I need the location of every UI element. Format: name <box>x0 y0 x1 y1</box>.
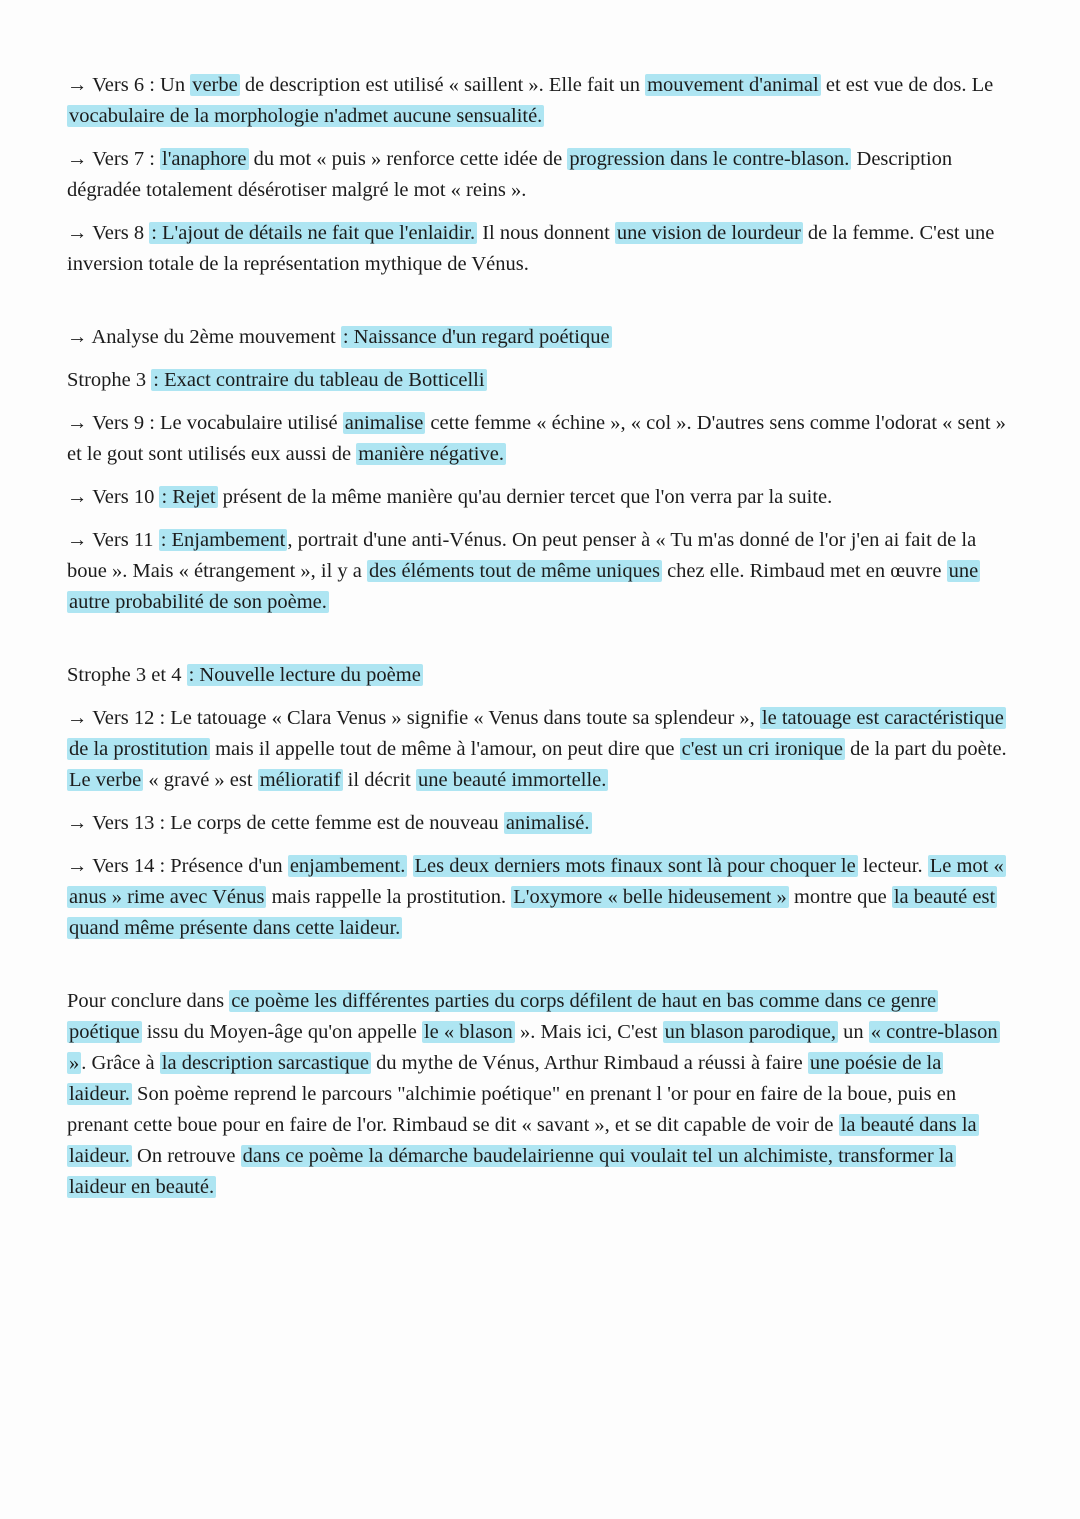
text-run: un <box>837 1021 869 1043</box>
paragraph-spacer <box>67 618 1007 660</box>
highlighted-text: un blason parodique, <box>664 1021 836 1043</box>
text-run <box>407 855 412 877</box>
paragraph <box>67 482 1007 513</box>
highlighted-text: la beauté dans la laideur. <box>69 1114 977 1167</box>
text-run: → Vers 10 <box>67 486 160 508</box>
text-run: . Grâce à <box>81 1052 160 1074</box>
text-run: et est vue de dos. Le <box>820 74 994 96</box>
text-run: de la femme. C'est une inversion totale de la représentation mythique de Vénus. <box>67 222 995 275</box>
highlighted-text: une vision de lourdeur <box>616 222 801 244</box>
highlighted-text: Le verbe <box>69 769 142 791</box>
text-run: présent de la même manière qu'au dernier tercet que l'on verra par la suite. <box>217 486 833 508</box>
highlighted-text: : Rejet <box>161 486 216 508</box>
highlighted-text: Le mot « anus » rime avec Vénus <box>69 855 1004 908</box>
text-run: issu du Moyen-âge qu'on appelle <box>141 1021 422 1043</box>
text-run: ». Mais ici, C'est <box>514 1021 663 1043</box>
highlighted-text: « contre-blason » <box>69 1021 998 1074</box>
highlighted-text: c'est un cri ironique <box>681 738 844 760</box>
text-run: On retrouve <box>131 1145 241 1167</box>
text-run: → Analyse du 2ème mouvement <box>67 326 341 348</box>
highlighted-text: le « blason <box>423 1021 513 1043</box>
paragraph-spacer <box>67 691 1007 703</box>
paragraph-spacer <box>67 353 1007 365</box>
text-run: Pour conclure dans <box>67 990 230 1012</box>
highlighted-text: de la prostitution <box>69 738 208 760</box>
highlighted-text: mouvement d'animal <box>647 74 819 96</box>
text-run: mais rappelle la prostitution. <box>266 886 512 908</box>
highlighted-text: enjambement. <box>289 855 406 877</box>
text-run: Son poème reprend le parcours "alchimie poétique" en prenant l 'or pour en faire de la boue, puis en prenant cette boue pour en faire de l'or. Rimbaud se dit « savant », et se dit capable de voir de <box>67 1083 957 1136</box>
text-run: du mot « puis » renforce cette idée de <box>248 148 568 170</box>
text-run: Strophe 3 et 4 <box>67 664 187 686</box>
highlighted-text: l'anaphore <box>162 148 247 170</box>
paragraph-spacer <box>67 944 1007 986</box>
highlighted-text: ce poème les différentes parties du corps défilent de haut en bas comme dans ce genre poétique <box>69 990 937 1043</box>
text-run: montre que <box>788 886 892 908</box>
paragraph <box>67 408 1007 470</box>
highlighted-text: une poésie de la laideur. <box>69 1052 942 1105</box>
paragraph <box>67 144 1007 206</box>
highlighted-text: des éléments tout de même uniques <box>369 560 660 582</box>
text-run: de la part du poète. <box>845 738 1007 760</box>
highlighted-text: manière négative. <box>358 443 504 465</box>
paragraph <box>67 365 1007 396</box>
text-run: Strophe 3 <box>67 369 152 391</box>
paragraph <box>67 525 1007 618</box>
text-run: Il nous donnent <box>477 222 615 244</box>
highlighted-text: : L'ajout de détails ne fait que l'enlaidir. <box>151 222 476 244</box>
highlighted-text: verbe <box>192 74 238 96</box>
paragraph <box>67 851 1007 944</box>
highlighted-text: : Exact contraire du tableau de Botticelli <box>153 369 485 391</box>
paragraph-spacer <box>67 396 1007 408</box>
text-run: du mythe de Vénus, Arthur Rimbaud a réussi à faire <box>370 1052 808 1074</box>
paragraph <box>67 218 1007 280</box>
highlighted-text: vocabulaire de la morphologie n'admet aucune sensualité. <box>69 105 543 127</box>
text-run: Description dégradée totalement désérotiser malgré le mot « reins ». <box>67 148 953 201</box>
text-run: il décrit <box>342 769 416 791</box>
paragraph-spacer <box>67 796 1007 808</box>
highlighted-text: mélioratif <box>259 769 341 791</box>
text-run: → Vers 13 : Le corps de cette femme est de nouveau <box>67 812 504 834</box>
highlighted-text: la description sarcastique <box>161 1052 369 1074</box>
paragraph-spacer <box>67 132 1007 144</box>
text-run: , portrait d'une anti-Vénus. On peut penser à « Tu m'as donné de l'or j'en ai fait de la boue ». Mais « étrangement », il y a <box>67 529 977 582</box>
document-body <box>67 70 1007 1203</box>
highlighted-text: une autre probabilité de son poème. <box>69 560 979 613</box>
highlighted-text: dans ce poème la démarche baudelairienne qui voulait tel un alchimiste, transformer la laideur en beauté. <box>69 1145 954 1198</box>
highlighted-text: progression dans le contre-blason. <box>569 148 850 170</box>
text-run: → Vers 9 : Le vocabulaire utilisé <box>67 412 343 434</box>
highlighted-text: : Nouvelle lecture du poème <box>188 664 421 686</box>
paragraph-spacer <box>67 280 1007 322</box>
text-run: → Vers 8 <box>67 222 150 244</box>
paragraph-spacer <box>67 206 1007 218</box>
paragraph <box>67 986 1007 1203</box>
text-run: → Vers 12 : Le tatouage « Clara Venus » signifie « Venus dans toute sa splendeur », <box>67 707 760 729</box>
paragraph-spacer <box>67 470 1007 482</box>
highlighted-text: une beauté immortelle. <box>417 769 607 791</box>
paragraph <box>67 70 1007 132</box>
text-run: chez elle. Rimbaud met en œuvre <box>661 560 947 582</box>
highlighted-text: animalisé. <box>505 812 590 834</box>
paragraph <box>67 703 1007 796</box>
text-run: → Vers 14 : Présence d'un <box>67 855 288 877</box>
paragraph <box>67 808 1007 839</box>
highlighted-text: : Naissance d'un regard poétique <box>342 326 610 348</box>
paragraph-spacer <box>67 839 1007 851</box>
highlighted-text: Les deux derniers mots finaux sont là pour choquer le <box>414 855 856 877</box>
highlighted-text: animalise <box>344 412 424 434</box>
paragraph <box>67 660 1007 691</box>
highlighted-text: le tatouage est caractéristique <box>761 707 1004 729</box>
text-run: → Vers 11 <box>67 529 159 551</box>
text-run: mais il appelle tout de même à l'amour, on peut dire que <box>209 738 680 760</box>
paragraph <box>67 322 1007 353</box>
text-run: lecteur. <box>857 855 928 877</box>
text-run: → Vers 7 : <box>67 148 161 170</box>
highlighted-text: L'oxymore « belle hideusement » <box>513 886 787 908</box>
text-run: → Vers 6 : Un <box>67 74 191 96</box>
highlighted-text: : Enjambement <box>160 529 286 551</box>
text-run: « gravé » est <box>143 769 258 791</box>
highlighted-text: la beauté est quand même présente dans cette laideur. <box>69 886 996 939</box>
text-run: de description est utilisé « saillent ». Elle fait un <box>239 74 646 96</box>
text-run: cette femme « échine », « col ». D'autres sens comme l'odorat « sent » et le gout sont utilisés eux aussi de <box>67 412 1006 465</box>
paragraph-spacer <box>67 513 1007 525</box>
